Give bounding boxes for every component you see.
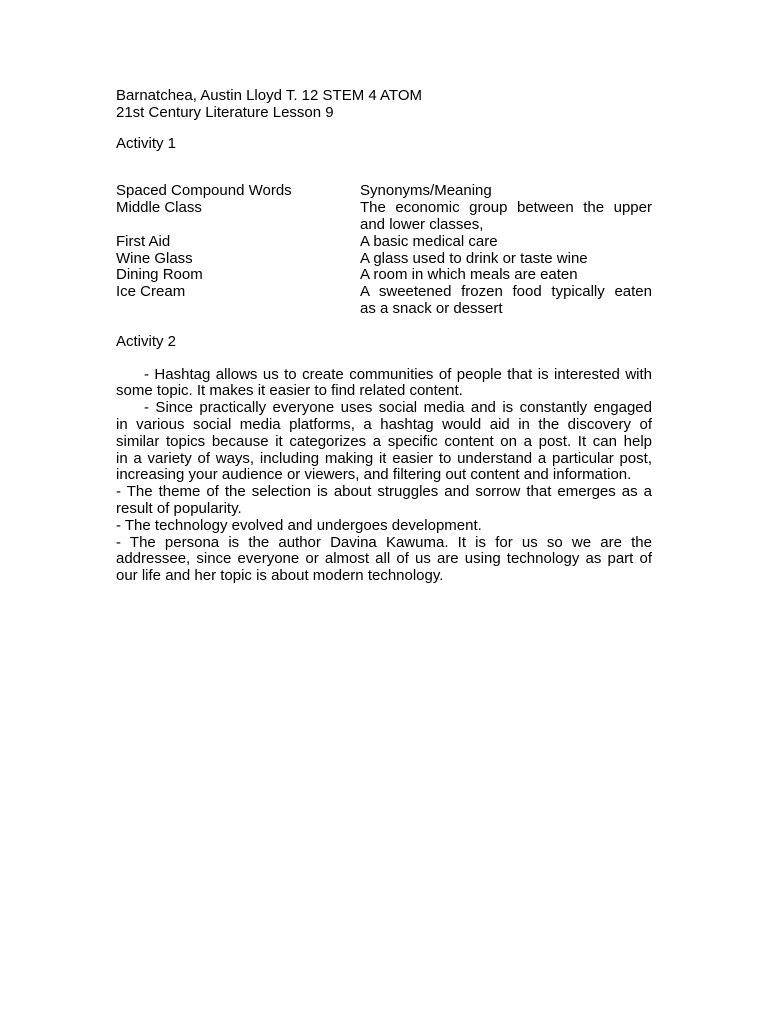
- word-meaning: A sweetened frozen food typically eaten as a snack or dessert: [360, 283, 652, 317]
- compound-word: First Aid: [116, 232, 171, 250]
- compound-word: Wine Glass: [116, 249, 193, 267]
- word-meaning: A glass used to drink or taste wine: [360, 249, 588, 267]
- answer-paragraph-line: similar topics because it categorizes a specific content on a post. It can help: [116, 432, 652, 450]
- subject-line: 21st Century Literature Lesson 9: [116, 103, 334, 121]
- answer-paragraph-line: some topic. It makes it easier to find related content.: [116, 382, 463, 400]
- answer-paragraph-line: in various social media platforms, a hashtag would aid in the discovery of: [116, 415, 652, 433]
- table-row: [116, 284, 652, 318]
- answer-paragraph-line: our life and her topic is about modern technology.: [116, 567, 444, 585]
- answer-paragraph-line: - The technology evolved and undergoes development.: [116, 516, 482, 534]
- activity2-answers: [116, 367, 652, 585]
- activity1-title: Activity 1: [116, 134, 177, 152]
- compound-word: Ice Cream: [116, 283, 186, 301]
- answer-paragraph-line: addressee, since everyone or almost all of us are using technology as part of: [116, 550, 652, 568]
- activity2-title: Activity 2: [116, 332, 177, 350]
- answer-paragraph-line: in a variety of ways, including making it easier to understand a particular post,: [116, 449, 652, 467]
- answer-paragraph-line: - Since practically everyone uses social media and is constantly engaged: [144, 399, 652, 417]
- compound-word: Middle Class: [116, 199, 202, 217]
- table-row: [116, 267, 652, 284]
- word-meaning: A basic medical care: [360, 232, 498, 250]
- word-meaning: A room in which meals are eaten: [360, 266, 578, 284]
- table-row: [116, 234, 652, 251]
- compound-words-table: [116, 183, 652, 317]
- column-header-meaning: Synonyms/Meaning: [360, 182, 492, 200]
- student-name-line: Barnatchea, Austin Lloyd T. 12 STEM 4 ATOM: [116, 87, 422, 104]
- table-header-row: [116, 183, 652, 200]
- answer-paragraph-line: increasing your audience or viewers, and filtering out content and information.: [116, 466, 632, 484]
- column-header-words: Spaced Compound Words: [116, 182, 292, 200]
- answer-paragraph-line: - Hashtag allows us to create communities of people that is interested with: [144, 365, 652, 383]
- word-meaning: The economic group between the upper and lower classes,: [360, 199, 652, 233]
- document-page: [116, 88, 652, 585]
- compound-word: Dining Room: [116, 266, 203, 284]
- answer-paragraph-line: - The theme of the selection is about struggles and sorrow that emerges as a: [116, 483, 652, 501]
- table-row: [116, 200, 652, 234]
- answer-paragraph-line: - The persona is the author Davina Kawuma. It is for us so we are the: [116, 533, 652, 551]
- answer-paragraph-line: result of popularity.: [116, 499, 242, 517]
- table-row: [116, 251, 652, 268]
